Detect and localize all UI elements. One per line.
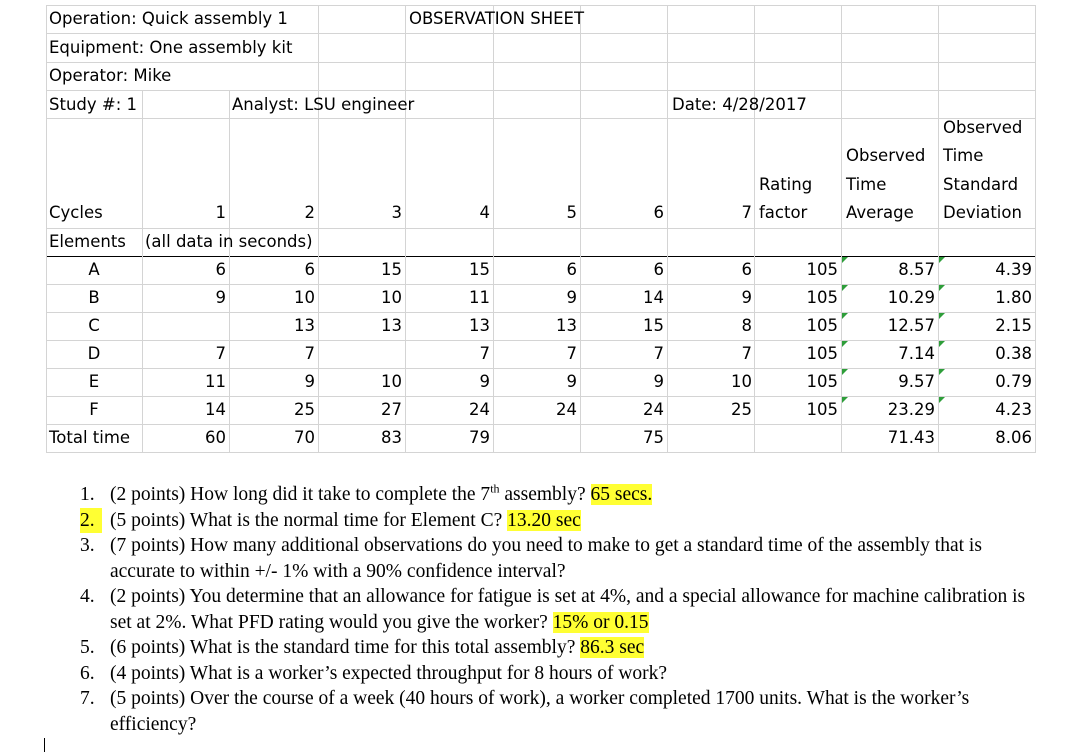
cycle-header: 4 bbox=[479, 203, 490, 222]
question-list bbox=[80, 482, 1040, 737]
cycle-header: 2 bbox=[304, 203, 315, 222]
analyst-label: Analyst: LSU engineer bbox=[232, 95, 415, 114]
rating-cell: 105 bbox=[806, 288, 838, 307]
std-dev-cell: 0.79 bbox=[995, 372, 1032, 391]
element-label: A bbox=[88, 260, 100, 279]
average-cell: 10.29 bbox=[887, 288, 935, 307]
std-dev-cell: 0.38 bbox=[995, 344, 1032, 363]
sd-header-line2: Time bbox=[943, 146, 984, 165]
cycle-time-cell: 7 bbox=[215, 344, 226, 363]
cycle-header: 1 bbox=[215, 203, 226, 222]
operation-label: Operation: Quick assembly 1 bbox=[49, 9, 288, 28]
cycle-header: 7 bbox=[741, 203, 752, 222]
formula-indicator-icon bbox=[842, 397, 848, 403]
avg-header-line3: Average bbox=[846, 203, 914, 222]
formula-indicator-icon bbox=[842, 341, 848, 347]
cycle-time-cell: 15 bbox=[643, 316, 664, 335]
total-cell: 70 bbox=[294, 428, 315, 447]
cycle-time-cell: 7 bbox=[653, 344, 664, 363]
question-body bbox=[110, 584, 1040, 635]
question-item bbox=[80, 584, 1040, 635]
cycle-time-cell: 10 bbox=[381, 372, 402, 391]
average-cell: 9.57 bbox=[898, 372, 935, 391]
question-number: 4. bbox=[80, 586, 95, 607]
question-superscript: th bbox=[490, 481, 500, 496]
cycle-time-cell: 27 bbox=[381, 400, 402, 419]
question-body bbox=[110, 635, 1040, 661]
formula-indicator-icon bbox=[939, 257, 945, 263]
formula-indicator-icon bbox=[842, 285, 848, 291]
cycle-time-cell: 10 bbox=[294, 288, 315, 307]
sd-header-line3: Standard bbox=[943, 175, 1019, 194]
rating-cell: 105 bbox=[806, 260, 838, 279]
element-label: D bbox=[87, 344, 101, 363]
sd-header-line1: Observed bbox=[943, 118, 1023, 137]
cycle-time-cell: 13 bbox=[294, 316, 315, 335]
cycle-header: 3 bbox=[391, 203, 402, 222]
cycle-time-cell: 7 bbox=[479, 344, 490, 363]
cycle-header: 6 bbox=[653, 203, 664, 222]
rating-cell: 105 bbox=[806, 400, 838, 419]
cycle-time-cell: 7 bbox=[304, 344, 315, 363]
highlighted-answer: 65 secs. bbox=[590, 484, 653, 505]
formula-indicator-icon bbox=[939, 369, 945, 375]
rating-cell: 105 bbox=[806, 316, 838, 335]
avg-header-line1: Observed bbox=[846, 146, 926, 165]
formula-indicator-icon bbox=[939, 341, 945, 347]
operator-label: Operator: Mike bbox=[49, 66, 172, 85]
cycle-time-cell: 15 bbox=[469, 260, 490, 279]
rating-header-line1: Rating bbox=[759, 175, 813, 194]
average-cell: 8.57 bbox=[898, 260, 935, 279]
question-number: 2. bbox=[80, 508, 102, 534]
total-cell: 75 bbox=[643, 428, 664, 447]
cycle-time-cell: 25 bbox=[294, 400, 315, 419]
question-body bbox=[110, 482, 1040, 508]
total-cell: 60 bbox=[205, 428, 226, 447]
cycle-time-cell: 8 bbox=[741, 316, 752, 335]
total-cell: 79 bbox=[469, 428, 490, 447]
cycle-time-cell: 6 bbox=[304, 260, 315, 279]
formula-indicator-icon bbox=[842, 313, 848, 319]
rating-cell: 105 bbox=[806, 344, 838, 363]
sd-header-line4: Deviation bbox=[943, 203, 1022, 222]
elements-label: Elements bbox=[49, 232, 126, 251]
cycle-time-cell: 14 bbox=[205, 400, 226, 419]
question-body bbox=[110, 533, 1040, 584]
cycle-time-cell: 6 bbox=[741, 260, 752, 279]
question-item bbox=[80, 533, 1040, 584]
cycle-time-cell: 11 bbox=[469, 288, 490, 307]
cycle-time-cell: 6 bbox=[566, 260, 577, 279]
question-item bbox=[80, 686, 1040, 737]
cycle-header: 5 bbox=[566, 203, 577, 222]
formula-indicator-icon bbox=[939, 285, 945, 291]
question-text: (7 points) How many additional observations do you need to make to get a standard time of the assembly that is accurate to within +/- 1% with a 90% confidence interval? bbox=[110, 535, 982, 582]
cycle-time-cell: 9 bbox=[304, 372, 315, 391]
question-body bbox=[110, 508, 1040, 534]
elements-note: (all data in seconds) bbox=[145, 232, 313, 251]
element-label: E bbox=[88, 372, 100, 391]
total-label: Total time bbox=[49, 428, 131, 447]
cycle-time-cell: 7 bbox=[741, 344, 752, 363]
question-item bbox=[80, 508, 1040, 534]
question-text: (5 points) What is the normal time for Element C? bbox=[110, 509, 508, 531]
text-cursor bbox=[44, 738, 45, 752]
element-label: B bbox=[88, 288, 100, 307]
average-cell: 7.14 bbox=[898, 344, 935, 363]
cycle-time-cell: 6 bbox=[653, 260, 664, 279]
std-dev-cell: 4.39 bbox=[995, 260, 1032, 279]
std-dev-cell: 1.80 bbox=[995, 288, 1032, 307]
highlighted-answer: 15% or 0.15 bbox=[552, 611, 649, 633]
cycle-time-cell: 13 bbox=[556, 316, 577, 335]
cycle-time-cell: 14 bbox=[643, 288, 664, 307]
question-item bbox=[80, 661, 1040, 687]
question-text: (5 points) Over the course of a week (40 hours of work), a worker completed 1700 units. What is the worker’s efficiency? bbox=[110, 688, 970, 735]
question-text: (2 points) How long did it take to complete the 7 bbox=[110, 484, 491, 505]
rating-header-line2: factor bbox=[759, 203, 808, 222]
formula-indicator-icon bbox=[842, 369, 848, 375]
question-text-cont: assembly? bbox=[499, 484, 591, 505]
equipment-label: Equipment: One assembly kit bbox=[49, 38, 293, 57]
cycle-time-cell: 25 bbox=[731, 400, 752, 419]
cycle-time-cell: 10 bbox=[731, 372, 752, 391]
question-number: 1. bbox=[80, 484, 95, 505]
total-sd: 8.06 bbox=[995, 428, 1032, 447]
cycle-time-cell: 13 bbox=[469, 316, 490, 335]
question-number: 3. bbox=[80, 535, 95, 556]
question-item bbox=[80, 635, 1040, 661]
cycle-time-cell: 24 bbox=[469, 400, 490, 419]
question-number: 7. bbox=[80, 688, 95, 709]
total-cell: 83 bbox=[381, 428, 402, 447]
cycle-time-cell: 10 bbox=[381, 288, 402, 307]
cycles-label: Cycles bbox=[49, 203, 103, 222]
element-label: F bbox=[89, 400, 99, 419]
average-cell: 23.29 bbox=[887, 400, 935, 419]
question-text: (4 points) What is a worker’s expected throughput for 8 hours of work? bbox=[110, 662, 668, 684]
question-number: 5. bbox=[80, 637, 95, 658]
cycle-time-cell: 9 bbox=[566, 372, 577, 391]
total-avg: 71.43 bbox=[887, 428, 935, 447]
question-text: (2 points) You determine that an allowance for fatigue is set at 4%, and a special allowance for machine calibration is set at 2%. What PFD rating would you give the worker? bbox=[110, 586, 1026, 633]
cycle-time-cell: 15 bbox=[381, 260, 402, 279]
element-label: C bbox=[88, 316, 100, 335]
cycle-time-cell: 9 bbox=[653, 372, 664, 391]
cycle-time-cell: 9 bbox=[566, 288, 577, 307]
cycle-time-cell: 11 bbox=[205, 372, 226, 391]
std-dev-cell: 4.23 bbox=[995, 400, 1032, 419]
cycle-time-cell: 9 bbox=[215, 288, 226, 307]
average-cell: 12.57 bbox=[887, 316, 935, 335]
question-body bbox=[110, 686, 1040, 737]
std-dev-cell: 2.15 bbox=[995, 316, 1032, 335]
cycle-time-cell: 24 bbox=[556, 400, 577, 419]
sheet-title: OBSERVATION SHEET bbox=[409, 9, 585, 28]
question-text: (6 points) What is the standard time for this total assembly? bbox=[110, 637, 581, 658]
formula-indicator-icon bbox=[939, 313, 945, 319]
formula-indicator-icon bbox=[842, 257, 848, 263]
avg-header-line2: Time bbox=[846, 175, 887, 194]
cycle-time-cell: 7 bbox=[566, 344, 577, 363]
date-label: Date: 4/28/2017 bbox=[672, 95, 807, 114]
highlighted-answer: 86.3 sec bbox=[580, 637, 645, 658]
question-body bbox=[110, 661, 1040, 687]
cycle-time-cell: 9 bbox=[479, 372, 490, 391]
rating-cell: 105 bbox=[806, 372, 838, 391]
highlighted-answer: 13.20 sec bbox=[507, 509, 581, 531]
cycle-time-cell: 13 bbox=[381, 316, 402, 335]
cycle-time-cell: 6 bbox=[215, 260, 226, 279]
cycle-time-cell: 24 bbox=[643, 400, 664, 419]
question-number: 6. bbox=[80, 662, 95, 684]
study-label: Study #: 1 bbox=[49, 95, 138, 114]
cycle-time-cell: 9 bbox=[741, 288, 752, 307]
question-item bbox=[80, 482, 1040, 508]
formula-indicator-icon bbox=[939, 397, 945, 403]
